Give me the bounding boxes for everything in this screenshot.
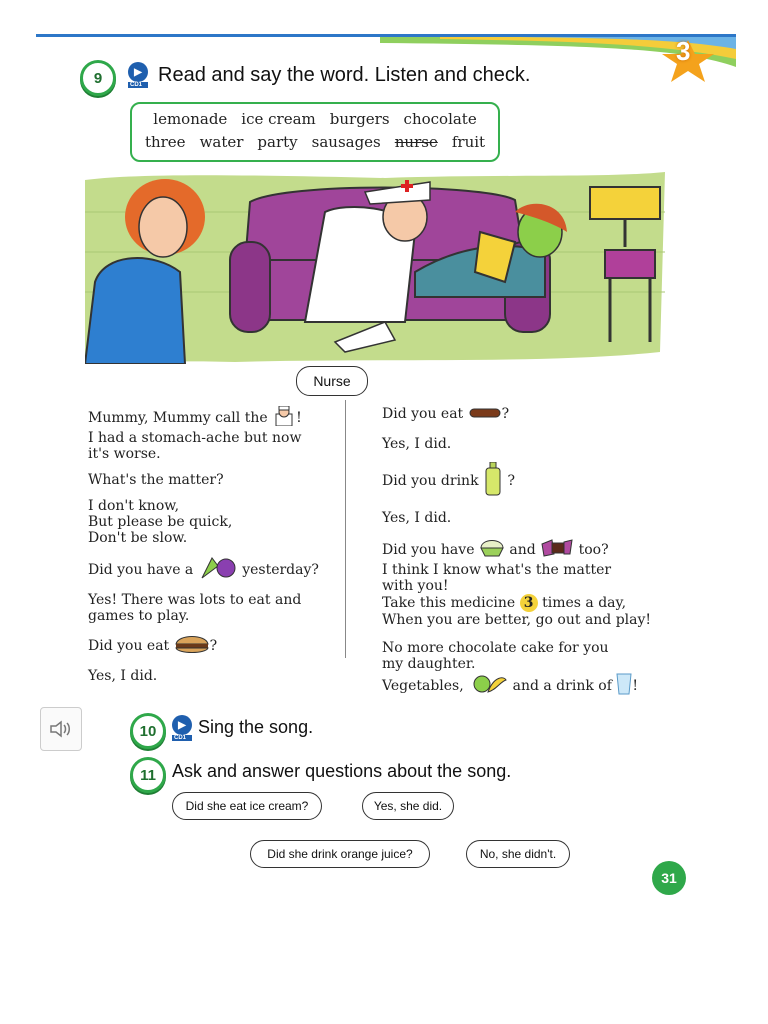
word: burgers — [329, 110, 390, 128]
song-line: What's the matter? — [88, 472, 224, 488]
fruit-icon — [468, 672, 508, 700]
play-icon: ▶ — [128, 62, 148, 82]
exercise-number-badge: 11 — [130, 757, 166, 793]
song-line: When you are better, go out and play! — [382, 612, 652, 628]
song-right-column — [382, 404, 672, 700]
song-line: Yes, I did. — [88, 668, 158, 684]
song-line: Yes! There was lots to eat and — [88, 592, 302, 608]
song-line-end: ? — [507, 473, 515, 489]
song-line: Vegetables, — [382, 678, 464, 694]
song-line: my daughter. — [382, 656, 476, 672]
illustration-nurse-scene — [85, 172, 665, 364]
exercise-number-badge: 10 — [130, 713, 166, 749]
song-line: it's worse. — [88, 446, 161, 462]
song-line-end: ? — [501, 406, 510, 422]
word: party — [257, 133, 298, 151]
answer-bubble: No, she didn't. — [466, 840, 570, 868]
word: water — [199, 133, 244, 151]
song-line: too? — [578, 542, 609, 558]
page-number: 31 — [652, 861, 686, 895]
song-line: times a day, — [542, 595, 627, 611]
question-bubble: Did she eat ice cream? — [172, 792, 322, 820]
cd-label: CD1 — [172, 735, 192, 741]
word-crossed-out: nurse — [394, 133, 438, 151]
song-line: and a drink of — [512, 678, 612, 694]
speaker-icon — [49, 719, 73, 739]
sausage-icon — [468, 404, 502, 424]
water-glass-icon — [616, 673, 632, 699]
number-three-badge: 3 — [520, 594, 538, 612]
song-line-end: ! — [296, 410, 302, 426]
song-line: I think I know what's the matter — [382, 562, 612, 578]
word-box-row — [132, 110, 498, 128]
ice-cream-icon — [479, 538, 505, 562]
exercise-instruction: Ask and answer questions about the song. — [172, 761, 512, 781]
word: fruit — [451, 133, 486, 151]
question-bubble: Did she drink orange juice? — [250, 840, 430, 868]
exercise-instruction: Sing the song. — [198, 717, 314, 737]
song-line: Take this medicine — [382, 595, 516, 611]
word: three — [144, 133, 186, 151]
song-line: I had a stomach-ache but now — [88, 430, 302, 446]
chocolate-icon — [540, 538, 574, 562]
nurse-speech-bubble: Nurse — [296, 366, 368, 396]
column-divider — [345, 400, 346, 658]
song-line: But please be quick, — [88, 514, 233, 530]
song-line: Did you drink — [382, 473, 479, 489]
word: sausages — [311, 133, 381, 151]
song-line: and — [509, 542, 536, 558]
lemonade-bottle-icon — [483, 462, 503, 500]
song-line-end: ? — [209, 638, 218, 654]
song-line: No more chocolate cake for you — [382, 640, 609, 656]
answer-bubble: Yes, she did. — [362, 792, 454, 820]
song-line: Mummy, Mummy call the — [88, 410, 268, 426]
party-icon — [198, 556, 238, 584]
word: chocolate — [403, 110, 477, 128]
song-line: Yes, I did. — [382, 510, 452, 526]
song-line: Yes, I did. — [382, 436, 452, 452]
word: lemonade — [153, 110, 228, 128]
song-line: games to play. — [88, 608, 190, 624]
cd-audio-icon[interactable] — [128, 62, 148, 88]
word-box — [130, 102, 500, 162]
audio-speaker-button[interactable] — [40, 707, 82, 751]
song-line-end: ! — [632, 678, 638, 694]
word: ice cream — [241, 110, 316, 128]
song-line: I don't know, — [88, 498, 180, 514]
song-line: Did you eat — [382, 406, 464, 422]
play-icon: ▶ — [172, 715, 192, 735]
burger-icon — [174, 634, 210, 658]
song-line: yesterday? — [242, 562, 319, 578]
exercise-instruction: Read and say the word. Listen and check. — [158, 64, 531, 86]
song-line: Did you have — [382, 542, 475, 558]
nurse-icon — [272, 406, 296, 430]
unit-number: 3 — [676, 36, 691, 66]
word-box-row — [132, 133, 498, 151]
song-line: with you! — [382, 578, 449, 594]
cd-label: CD1 — [128, 82, 148, 88]
song-line: Did you eat — [88, 638, 170, 654]
song-line: Did you have a — [88, 562, 194, 578]
exercise-number-badge: 9 — [80, 60, 116, 96]
cd-audio-icon[interactable] — [172, 715, 192, 741]
song-line: Don't be slow. — [88, 530, 188, 546]
song-left-column — [88, 406, 338, 684]
